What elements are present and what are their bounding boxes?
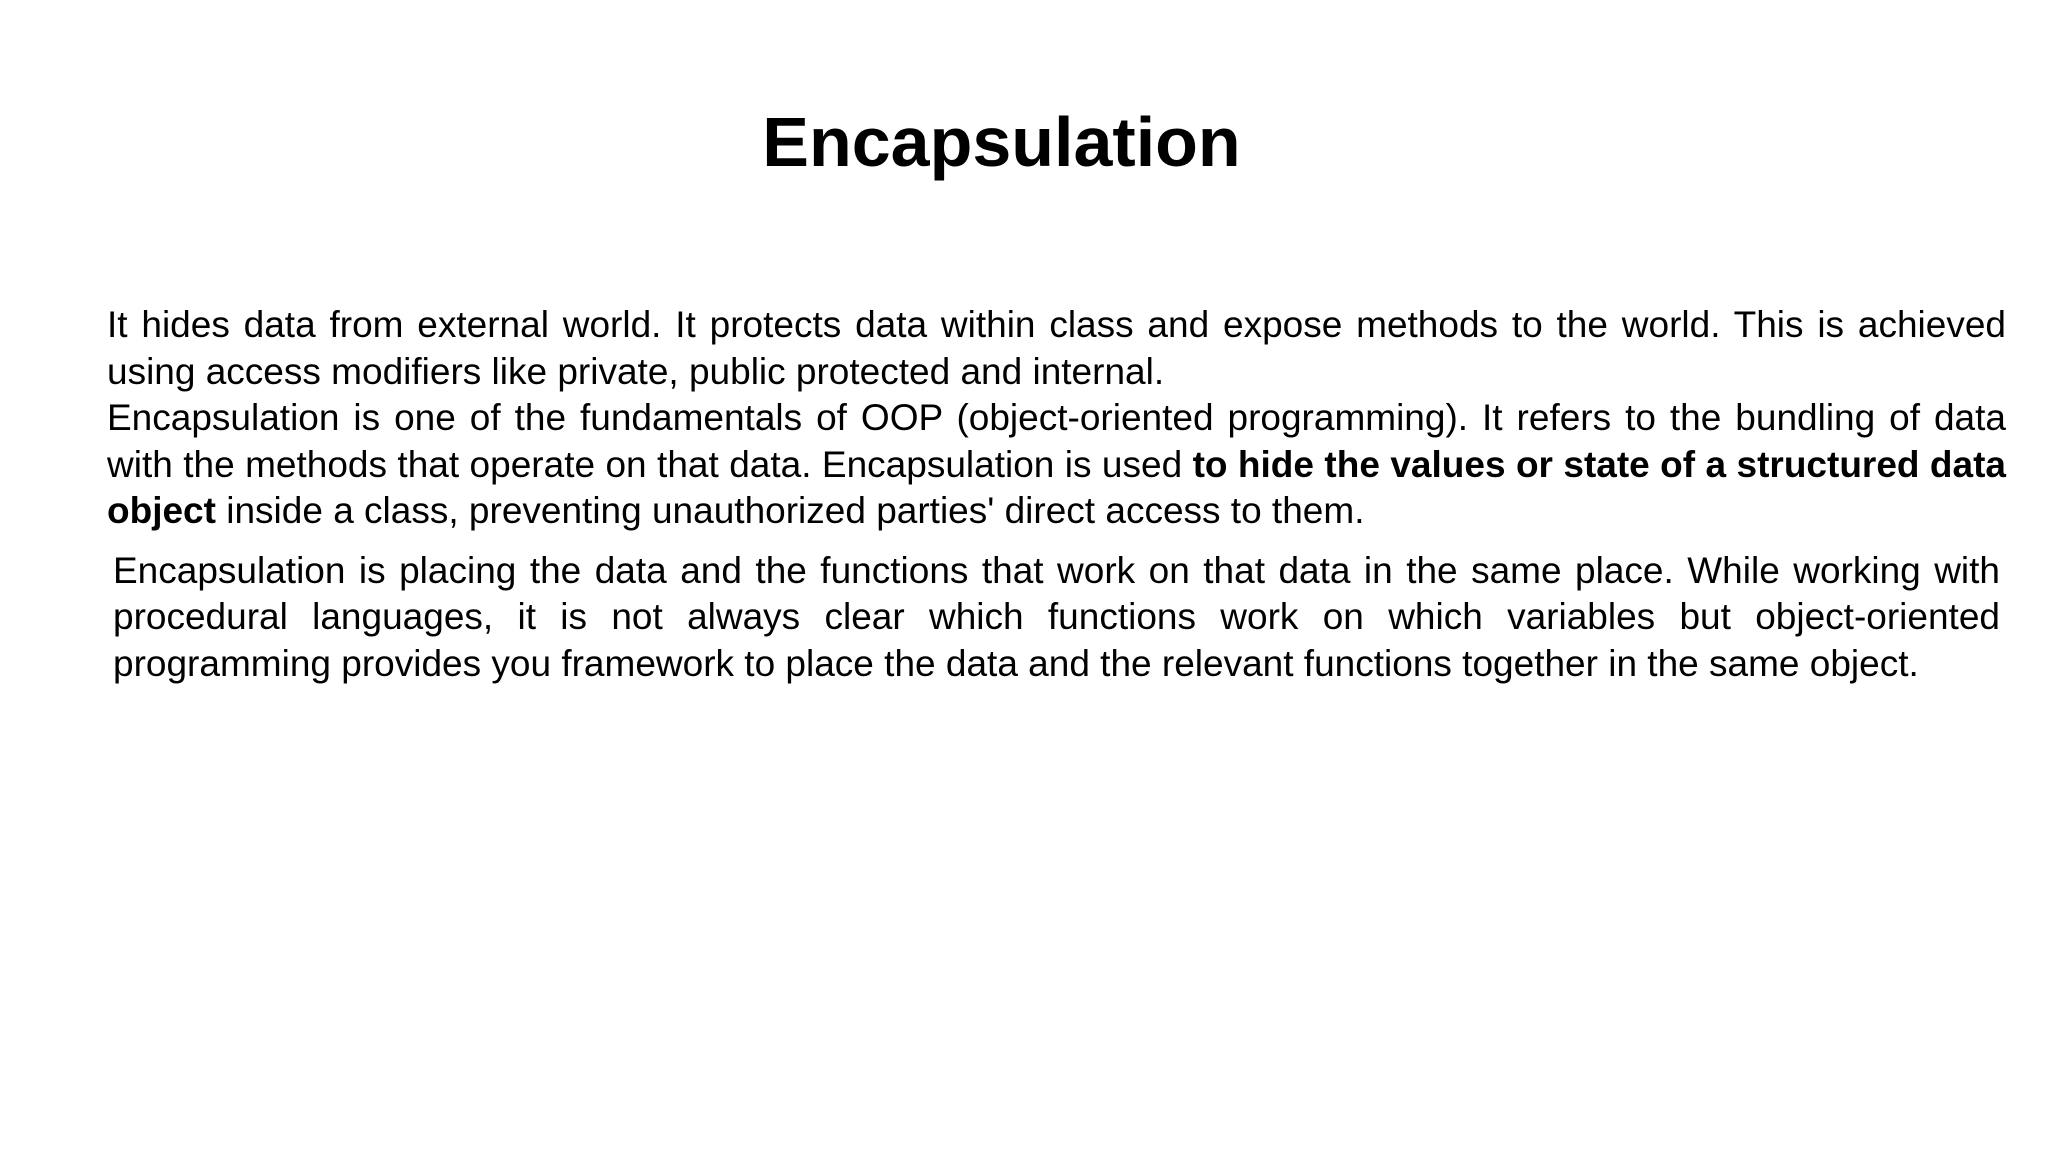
paragraph-text: Encapsulation is one of the fundamentals of OOP (object-oriented programming). It refers to the bundling of data with the methods that operate on that data. Encapsulation is used (107, 397, 2006, 485)
paragraph-access-modifiers: It hides data from external world. It protects data within class and expose methods to the world. This is achieved using access modifiers like private, public protected and internal. (107, 304, 2006, 392)
paragraph-data-and-functions: Encapsulation is placing the data and the functions that work on that data in the same place. While working with procedural languages, it is not always clear which functions work on which variables but object-oriented programming provides you framework to place the data and the relevant functions together in the same object. (113, 549, 2000, 684)
paragraph-oop-fundamentals (107, 395, 2006, 535)
slide-body (107, 302, 2006, 687)
slide-title: Encapsulation (762, 103, 1241, 181)
emphasized-text: to hide the values or state of a structured data object (107, 443, 2006, 531)
paragraph-text: inside a class, preventing unauthorized parties' direct access to them. (215, 490, 1365, 531)
